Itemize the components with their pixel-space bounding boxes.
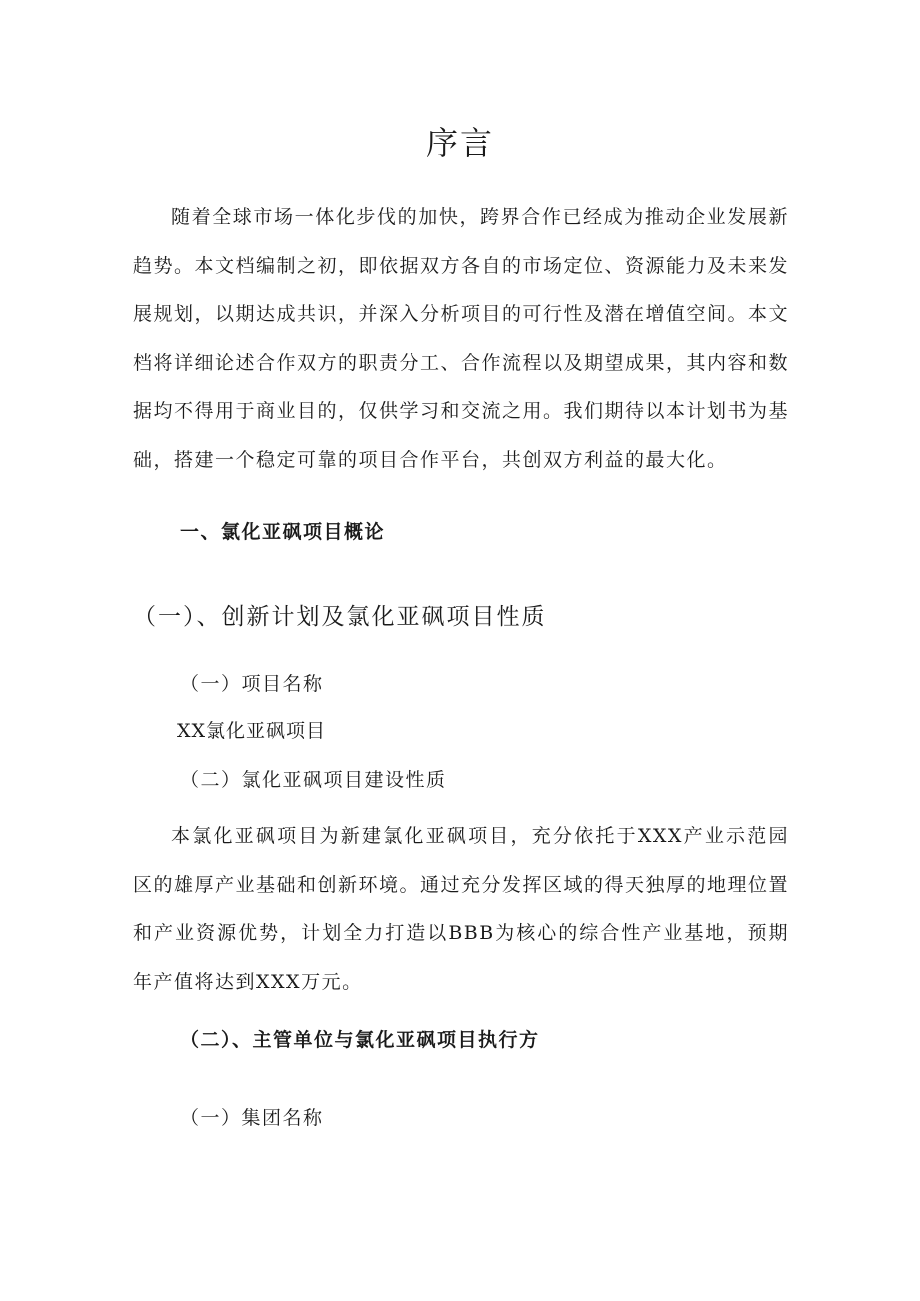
item-heading-construction-nature: （二）氯化亚砜项目建设性质	[180, 769, 447, 791]
subsection-heading-executor: （二）、主管单位与氯化亚砜项目执行方	[180, 1029, 540, 1051]
project-name-value: XX氯化亚砜项目	[177, 720, 327, 742]
page-title: 序言	[425, 124, 494, 162]
item-heading-project-name: （一）项目名称	[180, 673, 324, 695]
construction-nature-paragraph: 本氯化亚砜项目为新建氯化亚砜项目，充分依托于XXX产业示范园区的雄厚产业基础和创新环境。通过充分发挥区域的得天独厚的地理位置和产业资源优势，计划全力打造以BBB为核心的综合性产业基地，预期年产值将达到XXX万元。	[133, 825, 790, 993]
subsection-heading-plan-nature: （一）、创新计划及氯化亚砜项目性质	[133, 604, 547, 630]
intro-paragraph: 随着全球市场一体化步伐的加快，跨界合作已经成为推动企业发展新趋势。本文档编制之初，即依据双方各自的市场定位、资源能力及未来发展规划，以期达成共识，并深入分析项目的可行性及潜在增值空间。本文档将详细论述合作双方的职责分工、合作流程以及期望成果，其内容和数据均不得用于商业目的，仅供学习和交流之用。我们期待以本计划书为基础，搭建一个稳定可靠的项目合作平台，共创双方利益的最大化。	[133, 206, 790, 471]
item-heading-group-name: （一）集团名称	[180, 1107, 324, 1129]
section-heading-overview: 一、氯化亚砜项目概论	[180, 521, 386, 543]
